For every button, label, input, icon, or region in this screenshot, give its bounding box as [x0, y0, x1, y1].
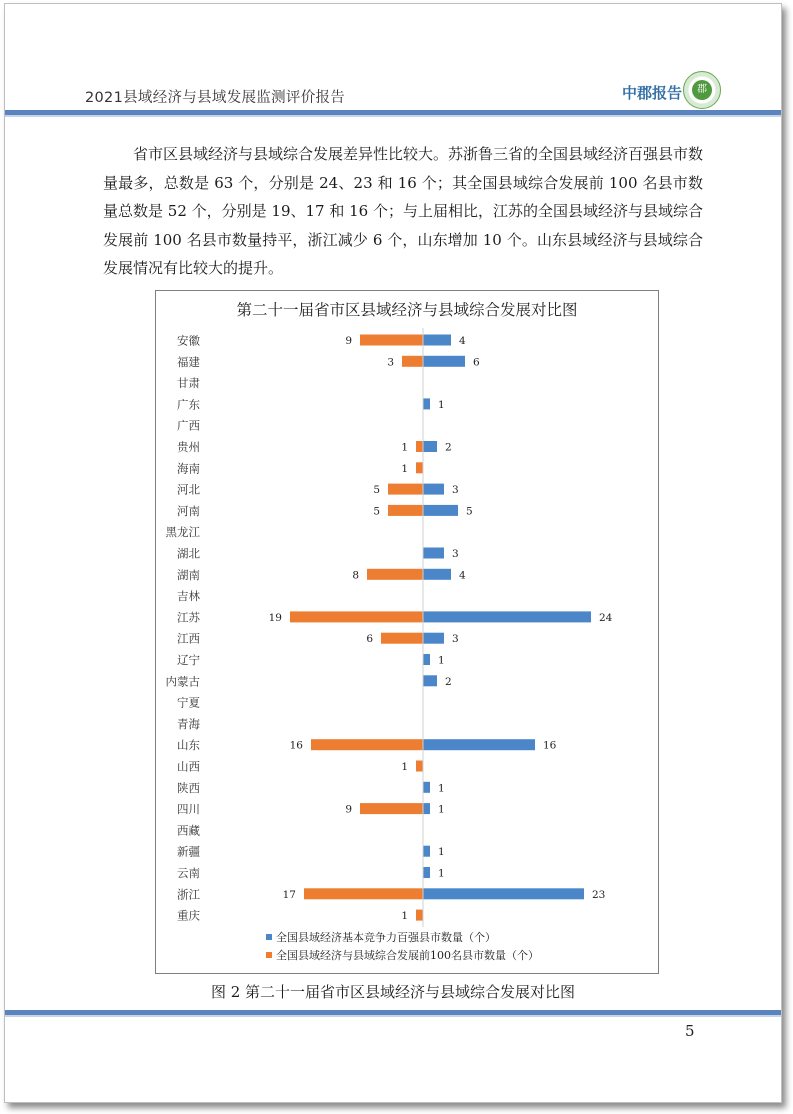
- data-label-series1: 6: [473, 356, 480, 369]
- category-label: 重庆: [177, 908, 200, 923]
- data-label-series1: 2: [445, 675, 452, 688]
- data-label-series1: 24: [599, 611, 613, 624]
- data-label-series2: 1: [401, 761, 408, 773]
- data-label-series1: 3: [452, 548, 459, 560]
- bar-series2: [388, 505, 423, 516]
- data-label-series1: 1: [438, 867, 445, 880]
- category-label: 湖北: [177, 546, 200, 561]
- bar-series1: [423, 505, 458, 516]
- category-label: 贵州: [177, 440, 200, 454]
- data-label-series1: 4: [459, 569, 466, 582]
- bar-series2: [381, 633, 423, 644]
- bar-series2: [360, 803, 423, 814]
- data-label-series1: 1: [438, 654, 445, 667]
- category-label: 河北: [177, 482, 200, 497]
- bar-series1: [423, 846, 430, 857]
- data-label-series2: 19: [268, 611, 282, 624]
- category-label: 青海: [177, 716, 200, 731]
- category-label: 宁夏: [177, 695, 200, 710]
- data-label-series1: 1: [438, 846, 445, 859]
- category-label: 山西: [177, 759, 200, 774]
- bar-series1: [423, 548, 444, 559]
- header-rule-light: [5, 115, 781, 117]
- bar-series1: [423, 867, 430, 878]
- category-label: 新疆: [177, 844, 200, 859]
- bar-series2: [311, 739, 423, 750]
- category-label: 辽宁: [177, 653, 200, 667]
- figure-caption: 图 2 第二十一届省市区县域经济与县域综合发展对比图: [210, 983, 576, 1001]
- data-label-series1: 1: [438, 803, 445, 816]
- data-label-series1: 4: [459, 335, 466, 347]
- data-label-series1: 3: [452, 484, 459, 497]
- data-label-series2: 1: [401, 441, 408, 454]
- category-label: 安徽: [177, 333, 200, 348]
- category-label: 内蒙古: [165, 674, 200, 689]
- data-label-series2: 6: [366, 633, 373, 646]
- bar-series1: [423, 782, 430, 793]
- bar-series1: [423, 654, 430, 665]
- report-page: [4, 3, 782, 1103]
- bar-series1: [423, 335, 451, 346]
- legend-label: 全国县域经济与县域综合发展前100名县市数量（个）: [276, 949, 539, 962]
- data-label-series1: 5: [466, 505, 473, 518]
- data-label-series2: 8: [352, 569, 359, 582]
- brand-logo-icon: [683, 71, 721, 109]
- bar-series1: [423, 611, 591, 622]
- bar-series1: [423, 356, 465, 367]
- category-label: 广东: [177, 397, 200, 412]
- bar-series2: [416, 761, 423, 772]
- page-number: 5: [685, 1022, 695, 1040]
- footer-rule-light: [5, 1015, 781, 1017]
- bar-series1: [423, 569, 451, 580]
- category-label: 云南: [177, 866, 200, 880]
- category-label: 湖南: [177, 567, 200, 582]
- data-label-series1: 23: [592, 888, 606, 901]
- category-label: 河南: [177, 503, 200, 518]
- brand-name: 中郡报告: [622, 84, 683, 102]
- legend-swatch: [266, 934, 272, 940]
- category-label: 黑龙江: [165, 525, 200, 540]
- bar-series2: [290, 611, 423, 622]
- category-label: 吉林: [177, 589, 200, 604]
- category-label: 海南: [177, 461, 200, 476]
- category-label: 浙江: [177, 887, 200, 902]
- category-label: 四川: [177, 802, 200, 817]
- bar-series2: [367, 569, 423, 580]
- bar-series1: [423, 484, 444, 495]
- data-label-series2: 17: [282, 888, 296, 901]
- data-label-series2: 5: [373, 484, 380, 497]
- bar-series1: [423, 441, 437, 452]
- bar-series2: [388, 484, 423, 495]
- bar-series2: [304, 888, 423, 899]
- data-label-series2: 1: [401, 462, 408, 475]
- data-label-series1: 2: [445, 441, 452, 454]
- category-label: 广西: [177, 418, 200, 433]
- bar-series1: [423, 803, 430, 814]
- data-label-series1: 1: [438, 398, 445, 411]
- category-label: 甘肃: [177, 376, 200, 391]
- data-label-series2: 16: [289, 739, 303, 752]
- diverging-bar-chart: [156, 291, 658, 973]
- bar-series2: [402, 356, 423, 367]
- bar-series1: [423, 398, 430, 409]
- data-label-series2: 9: [345, 803, 352, 816]
- data-label-series1: 1: [438, 782, 445, 795]
- data-label-series2: 1: [401, 910, 408, 923]
- data-label-series2: 3: [387, 356, 394, 369]
- bar-series2: [360, 335, 423, 346]
- bar-series2: [416, 910, 423, 921]
- category-label: 西藏: [177, 823, 200, 838]
- category-label: 山东: [177, 738, 200, 753]
- data-label-series2: 9: [345, 335, 352, 347]
- data-label-series2: 5: [373, 505, 380, 518]
- legend-label: 全国县域经济基本竞争力百强县市数量（个）: [276, 931, 496, 944]
- data-label-series1: 16: [543, 739, 557, 752]
- bar-series2: [416, 462, 423, 473]
- bar-series1: [423, 739, 535, 750]
- header-title: 2021县域经济与县域发展监测评价报告: [85, 90, 346, 106]
- chart-title: 第二十一届省市区县域经济与县域综合发展对比图: [236, 301, 578, 319]
- category-label: 陕西: [177, 780, 200, 795]
- logo-mark: 郡: [692, 80, 712, 100]
- legend-swatch: [266, 952, 272, 958]
- bar-series1: [423, 633, 444, 644]
- bar-series1: [423, 675, 437, 686]
- data-label-series1: 3: [452, 633, 459, 646]
- category-label: 江西: [177, 631, 200, 646]
- bar-series2: [416, 441, 423, 452]
- chart-frame: [155, 290, 659, 974]
- category-label: 福建: [177, 354, 200, 369]
- bar-series1: [423, 888, 584, 899]
- category-label: 江苏: [177, 610, 200, 625]
- body-paragraph: 省市区县域经济与县域综合发展差异性比较大。苏浙鲁三省的全国县域经济百强县市数量最多，总数是 63 个，分别是 24、23 和 16 个；其全国县域综合发展前 100 名县市数量总数是 52 个，分别是 19、17 和 16 个；与上届相比，江苏的全国县域经济与县域综合发展前 100 名县市数量持平，浙江减少 6 个，山东增加 10 个。山东县域经济与县域综合发展情况有比较大的提升。: [103, 145, 704, 277]
